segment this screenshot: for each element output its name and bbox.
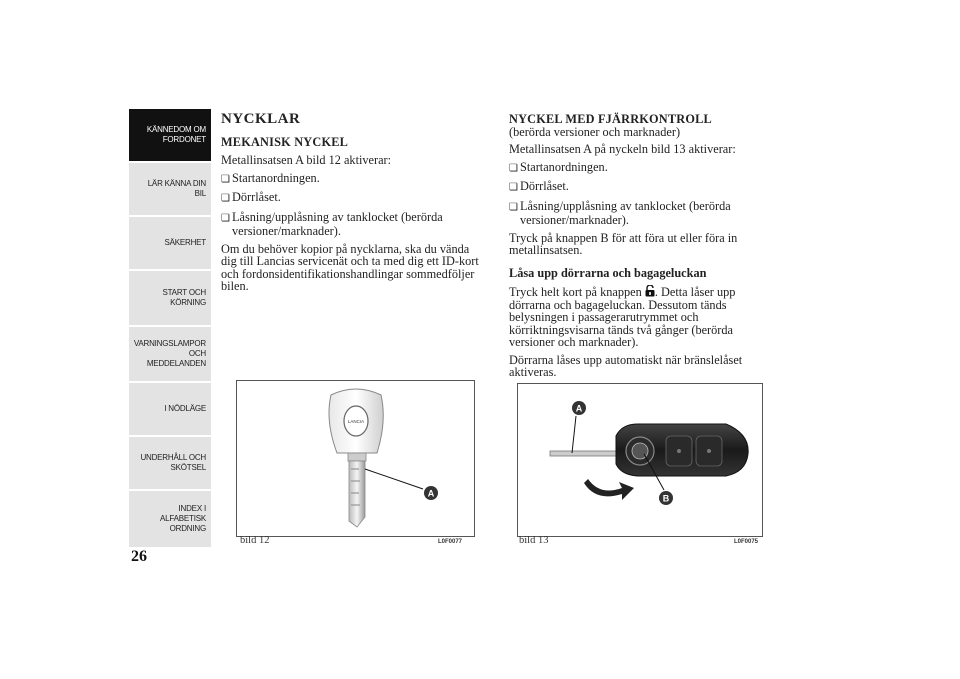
bullet-item: ❏ Låsning/upplåsning av tanklocket (berörda versioner/marknader). [509,200,771,227]
tab-label: I NÖDLÄGE [164,404,206,413]
remote-key-illustration [518,384,762,536]
intro-text: Metallinsatsen A på nyckeln bild 13 aktiverar: [509,142,736,156]
figure-caption: bild 12 [240,535,270,546]
page-number: 26 [131,548,147,565]
tab-varningslampor[interactable] [129,327,211,381]
tab-label: LÄR KÄNNA DIN BIL [147,179,206,198]
mechanical-key-illustration [237,381,474,536]
callout-a: A [427,488,435,499]
tab-i-nodlage[interactable] [129,383,211,435]
callout-a: A [575,403,583,414]
tab-label: SÄKERHET [164,238,206,247]
figure-code: L0F0077 [438,539,463,545]
figure-code: L0F0075 [734,539,759,545]
tab-label: UNDERHÅLL OCH SKÖTSEL [140,453,206,472]
figure-caption: bild 13 [519,535,549,546]
tab-lar-kanna-din-bil[interactable] [129,163,211,215]
subsection-heading: Låsa upp dörrarna och bagageluckan [509,265,707,280]
tab-label: INDEX I ALFABETISK ORDNING [159,504,206,533]
intro-text: Metallinsatsen A bild 12 aktiverar: [221,153,392,167]
bullet-item: ❏ Startanordningen. [509,161,771,176]
left-column [221,113,483,298]
tab-index[interactable] [129,491,211,547]
paragraph-text: . Detta låser upp dörrarna och bagageluckan. Dessutom tänds belysningen i passagerarutrymmet och körriktningsvisarna tänds två gånger (berörda versioner och marknader). [509,285,736,349]
bullet-item: ❏ Dörrlåset. [221,191,483,206]
tab-start-och-korning[interactable] [129,271,211,325]
tab-label: VARNINGSLAMPOR OCH MEDDELANDEN [133,339,206,368]
figure-mechanical-key [236,380,475,537]
tab-kannedom-om-fordonet[interactable] [129,109,211,161]
section-heading: NYCKLAR [221,111,301,127]
bullet-item: ❏ Låsning/upplåsning av tanklocket (berörda versioner/marknader). [221,211,483,238]
paragraph [509,285,771,349]
lock-open-icon [645,285,655,297]
section-subtitle: (berörda versioner och marknader) [509,124,681,139]
paragraph: Dörrarna låses upp automatiskt när bränslelåset aktiveras. [509,352,743,379]
tab-underhall-och-skotsel[interactable] [129,437,211,489]
tab-sakerhet[interactable] [129,217,211,269]
subsection-heading: MEKANISK NYCKEL [221,134,349,149]
bullet-item: ❏ Dörrlåset. [509,180,771,195]
section-heading: NYCKEL MED FJÄRRKONTROLL [509,112,712,126]
right-column [509,113,771,384]
paragraph: Tryck på knappen B för att föra ut eller föra in metallinsatsen. [509,230,738,257]
lancia-logo: LANCIA [347,419,365,424]
figure-remote-key [517,383,763,537]
paragraph-text: Tryck helt kort på knappen [509,285,642,299]
bullet-item: ❏ Startanordningen. [221,172,483,187]
paragraph: Om du behöver kopior på nycklarna, ska du vända dig till Lancias servicenät och ta med dig ett ID-kort och fordonsidentifikationshandlingar sommedföljer bilen. [221,241,479,293]
rotate-arrow-icon [584,479,634,500]
callout-b: B [662,493,670,504]
tab-label: KÄNNEDOM OM FORDONET [146,125,206,144]
tab-label: START OCH KÖRNING [162,288,206,307]
